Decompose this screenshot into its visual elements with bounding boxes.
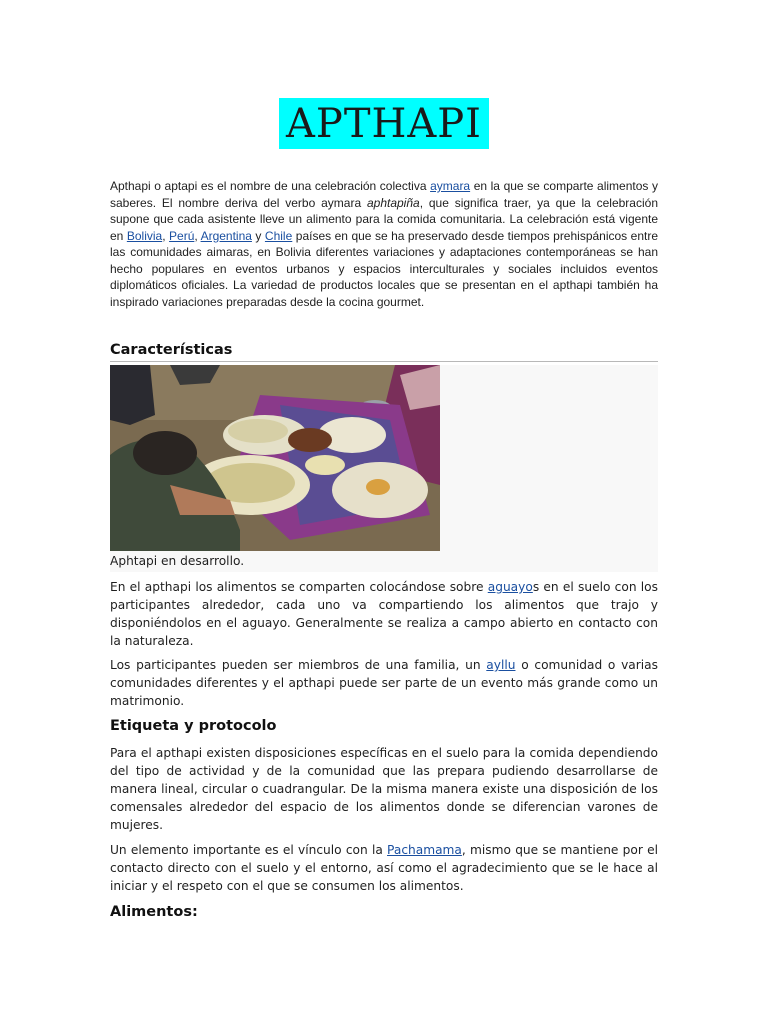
photo-person-head <box>133 431 197 475</box>
intro-text-3: , que significa traer, ya que la celebración supone que cada asistente lleve un alimento para la comida comunitaria. La celebración está vigente en <box>110 195 658 243</box>
p4-text-1: Un elemento importante es el vínculo con la <box>110 843 388 857</box>
page-title: APTHAPI <box>286 100 482 147</box>
p2-text-1: Los participantes pueden ser miembros de una familia, un <box>110 658 487 672</box>
paragraph-caracteristicas-2 <box>110 656 658 710</box>
intro-text-1: Apthapi o aptapi es el nombre de una celebración colectiva <box>110 179 431 193</box>
p4-text-2: , mismo que se mantiene por el contacto directo con el suelo y el entorno, así como el agradecimiento que se le hace al iniciar y el respeto con el que se consumen los alimentos. <box>110 843 658 893</box>
p1-text-2: s en el suelo con los participantes alrededor, cada uno va compartiendo los alimentos que trajo y disponiéndolos en el aguayo. Generalmente se realiza a campo abierto en contacto con la naturaleza. <box>110 580 658 648</box>
paragraph-etiqueta-1: Para el apthapi existen disposiciones específicas en el suelo para la comida dependiendo del tipo de actividad y de la comunidad que las prepara pudiendo desarrollarse de manera lineal, circular o cuadrangular. De la misma manera existe una disposición de los comensales alrededor del espacio de los alimentos donde se diferencian varones de mujeres. <box>110 746 658 832</box>
photo-sauce-dish <box>366 479 390 495</box>
heading-alimentos: Alimentos: <box>110 904 198 920</box>
photo-food-pile-1-top <box>228 419 288 443</box>
p1-text-1: En el apthapi los alimentos se comparten colocándose sobre <box>110 580 488 594</box>
p2-text-2: o comunidad o varias comunidades diferentes y el apthapi puede ser parte de un evento más grande como un matrimonio. <box>110 658 658 708</box>
link-aguayo[interactable]: aguayo <box>487 580 533 594</box>
heading-etiqueta-protocolo: Etiqueta y protocolo <box>110 718 277 734</box>
heading-caracteristicas: Características <box>110 342 233 358</box>
link-aymara[interactable]: aymara <box>430 179 471 193</box>
intro-text-2: en la que se comparte alimentos y saberes. El nombre deriva del verbo aymara <box>110 179 658 210</box>
link-chile[interactable]: Chile <box>264 228 293 243</box>
intro-italic-term: aphtapiña <box>366 195 420 210</box>
photo-food-meat <box>288 428 332 452</box>
photo-food-pile-5 <box>305 455 345 475</box>
title-highlight <box>279 98 489 149</box>
intro-text-6: y <box>251 228 265 243</box>
heading-divider <box>110 361 658 362</box>
paragraph-caracteristicas-1 <box>110 578 658 650</box>
intro-text-7: países en que se ha preservado desde tiempos prehispánicos entre las comunidades aimaras, en Bolivia diferentes variaciones y adaptaciones contemporáneas se han hecho populares en eventos urbanos y espacios interculturales y sociales incluidos eventos diplomáticos oficiales. La variedad de productos locales que se presentan en el apthapi también ha inspirado variaciones preparadas desde la cocina gourmet. <box>110 228 659 309</box>
apthapi-photo <box>110 365 440 551</box>
link-bolivia[interactable]: Bolivia <box>126 228 163 243</box>
link-ayllu[interactable]: ayllu <box>486 658 516 672</box>
link-pachamama[interactable]: Pachamama <box>387 843 462 857</box>
intro-text-5: , <box>194 228 201 243</box>
link-argentina[interactable]: Argentina <box>200 228 252 243</box>
intro-text-4: , <box>162 228 170 243</box>
photo-caption: Aphtapi en desarrollo. <box>110 554 245 568</box>
intro-paragraph <box>110 178 658 310</box>
paragraph-etiqueta-2 <box>110 841 658 895</box>
link-peru[interactable]: Perú <box>169 228 195 243</box>
photo-person-legs <box>110 365 155 425</box>
